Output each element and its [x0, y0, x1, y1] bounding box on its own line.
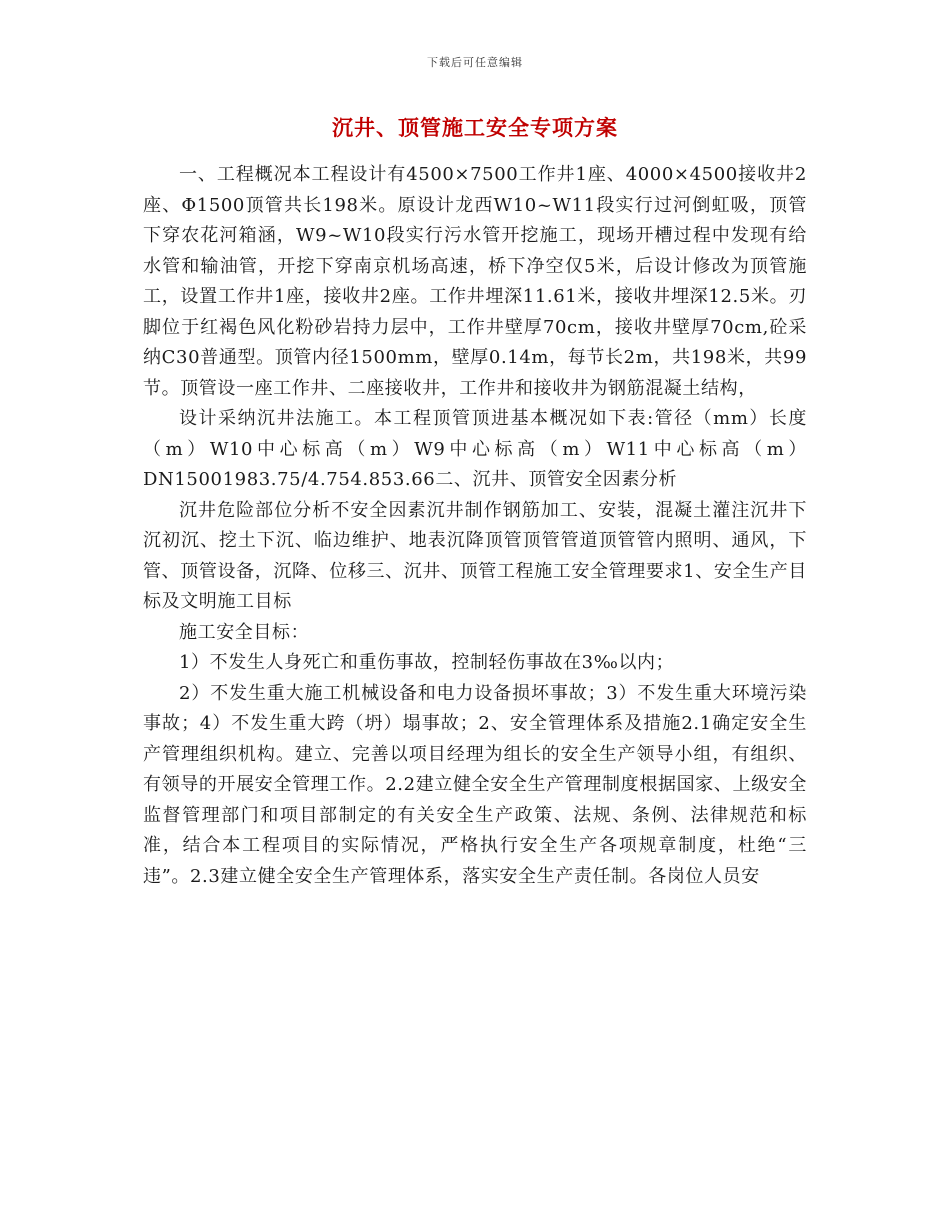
paragraph-design-method: 设计采纳沉井法施工。本工程顶管顶进基本概况如下表:管径（mm）长度（m）W10中心标高（m）W9中心标高（m）W11中心标高（m）DN15001983.75/4.754.853.66二、沉井、顶管安全因素分析 — [143, 408, 807, 490]
paragraph-safety-goals-heading: 施工安全目标： — [179, 621, 310, 643]
document-body — [143, 160, 807, 892]
paragraph-project-overview: 一、工程概况本工程设计有4500×7500工作井1座、4000×4500接收井2座、Φ1500顶管共长198米。原设计龙西W10~W11段实行过河倒虹吸，顶管下穿农花河箱涵，W9~W10段实行污水管开挖施工，现场开槽过程中发现有给水管和输油管，开挖下穿南京机场高速，桥下净空仅5米，后设计修改为顶管施工，设置工作井1座，接收井2座。工作井埋深11.61米，接收井埋深12.5米。刃脚位于红褐色风化粉砂岩持力层中，工作井壁厚70cm，接收井壁厚70cm,砼采纳C30普通型。顶管内径1500mm，壁厚0.14m，每节长2m，共198米，共99节。顶管设一座工作井、二座接收井，工作井和接收井为钢筋混凝土结构， — [143, 164, 807, 399]
paragraph-risk-analysis: 沉井危险部位分析不安全因素沉井制作钢筋加工、安装，混凝土灌注沉井下沉初沉、挖土下沉、临边维护、地表沉降顶管顶管管道顶管管内照明、通风，下管、顶管设备，沉降、位移三、沉井、顶管工程施工安全管理要求1、安全生产目标及文明施工目标 — [143, 499, 807, 612]
paragraph-goal-2-onward: 2）不发生重大施工机械设备和电力设备损坏事故；3）不发生重大环境污染事故；4）不发生重大跨（坍）塌事故；2、安全管理体系及措施2.1确定安全生产管理组织机构。建立、完善以项目经理为组长的安全生产领导小组，有组织、有领导的开展安全管理工作。2.2建立健全安全生产管理制度根据国家、上级安全监督管理部门和项目部制定的有关安全生产政策、法规、条例、法律规范和标准，结合本工程项目的实际情况，严格执行安全生产各项规章制度，杜绝“三违”。2.3建立健全安全生产管理体系，落实安全生产责任制。各岗位人员安 — [143, 682, 807, 887]
document-title: 沉井、顶管施工安全专项方案 — [332, 116, 618, 140]
paragraph-goal-1: 1）不发生人身死亡和重伤事故，控制轻伤事故在3‰以内； — [179, 652, 675, 673]
page-header-note: 下载后可任意编辑 — [427, 56, 523, 69]
